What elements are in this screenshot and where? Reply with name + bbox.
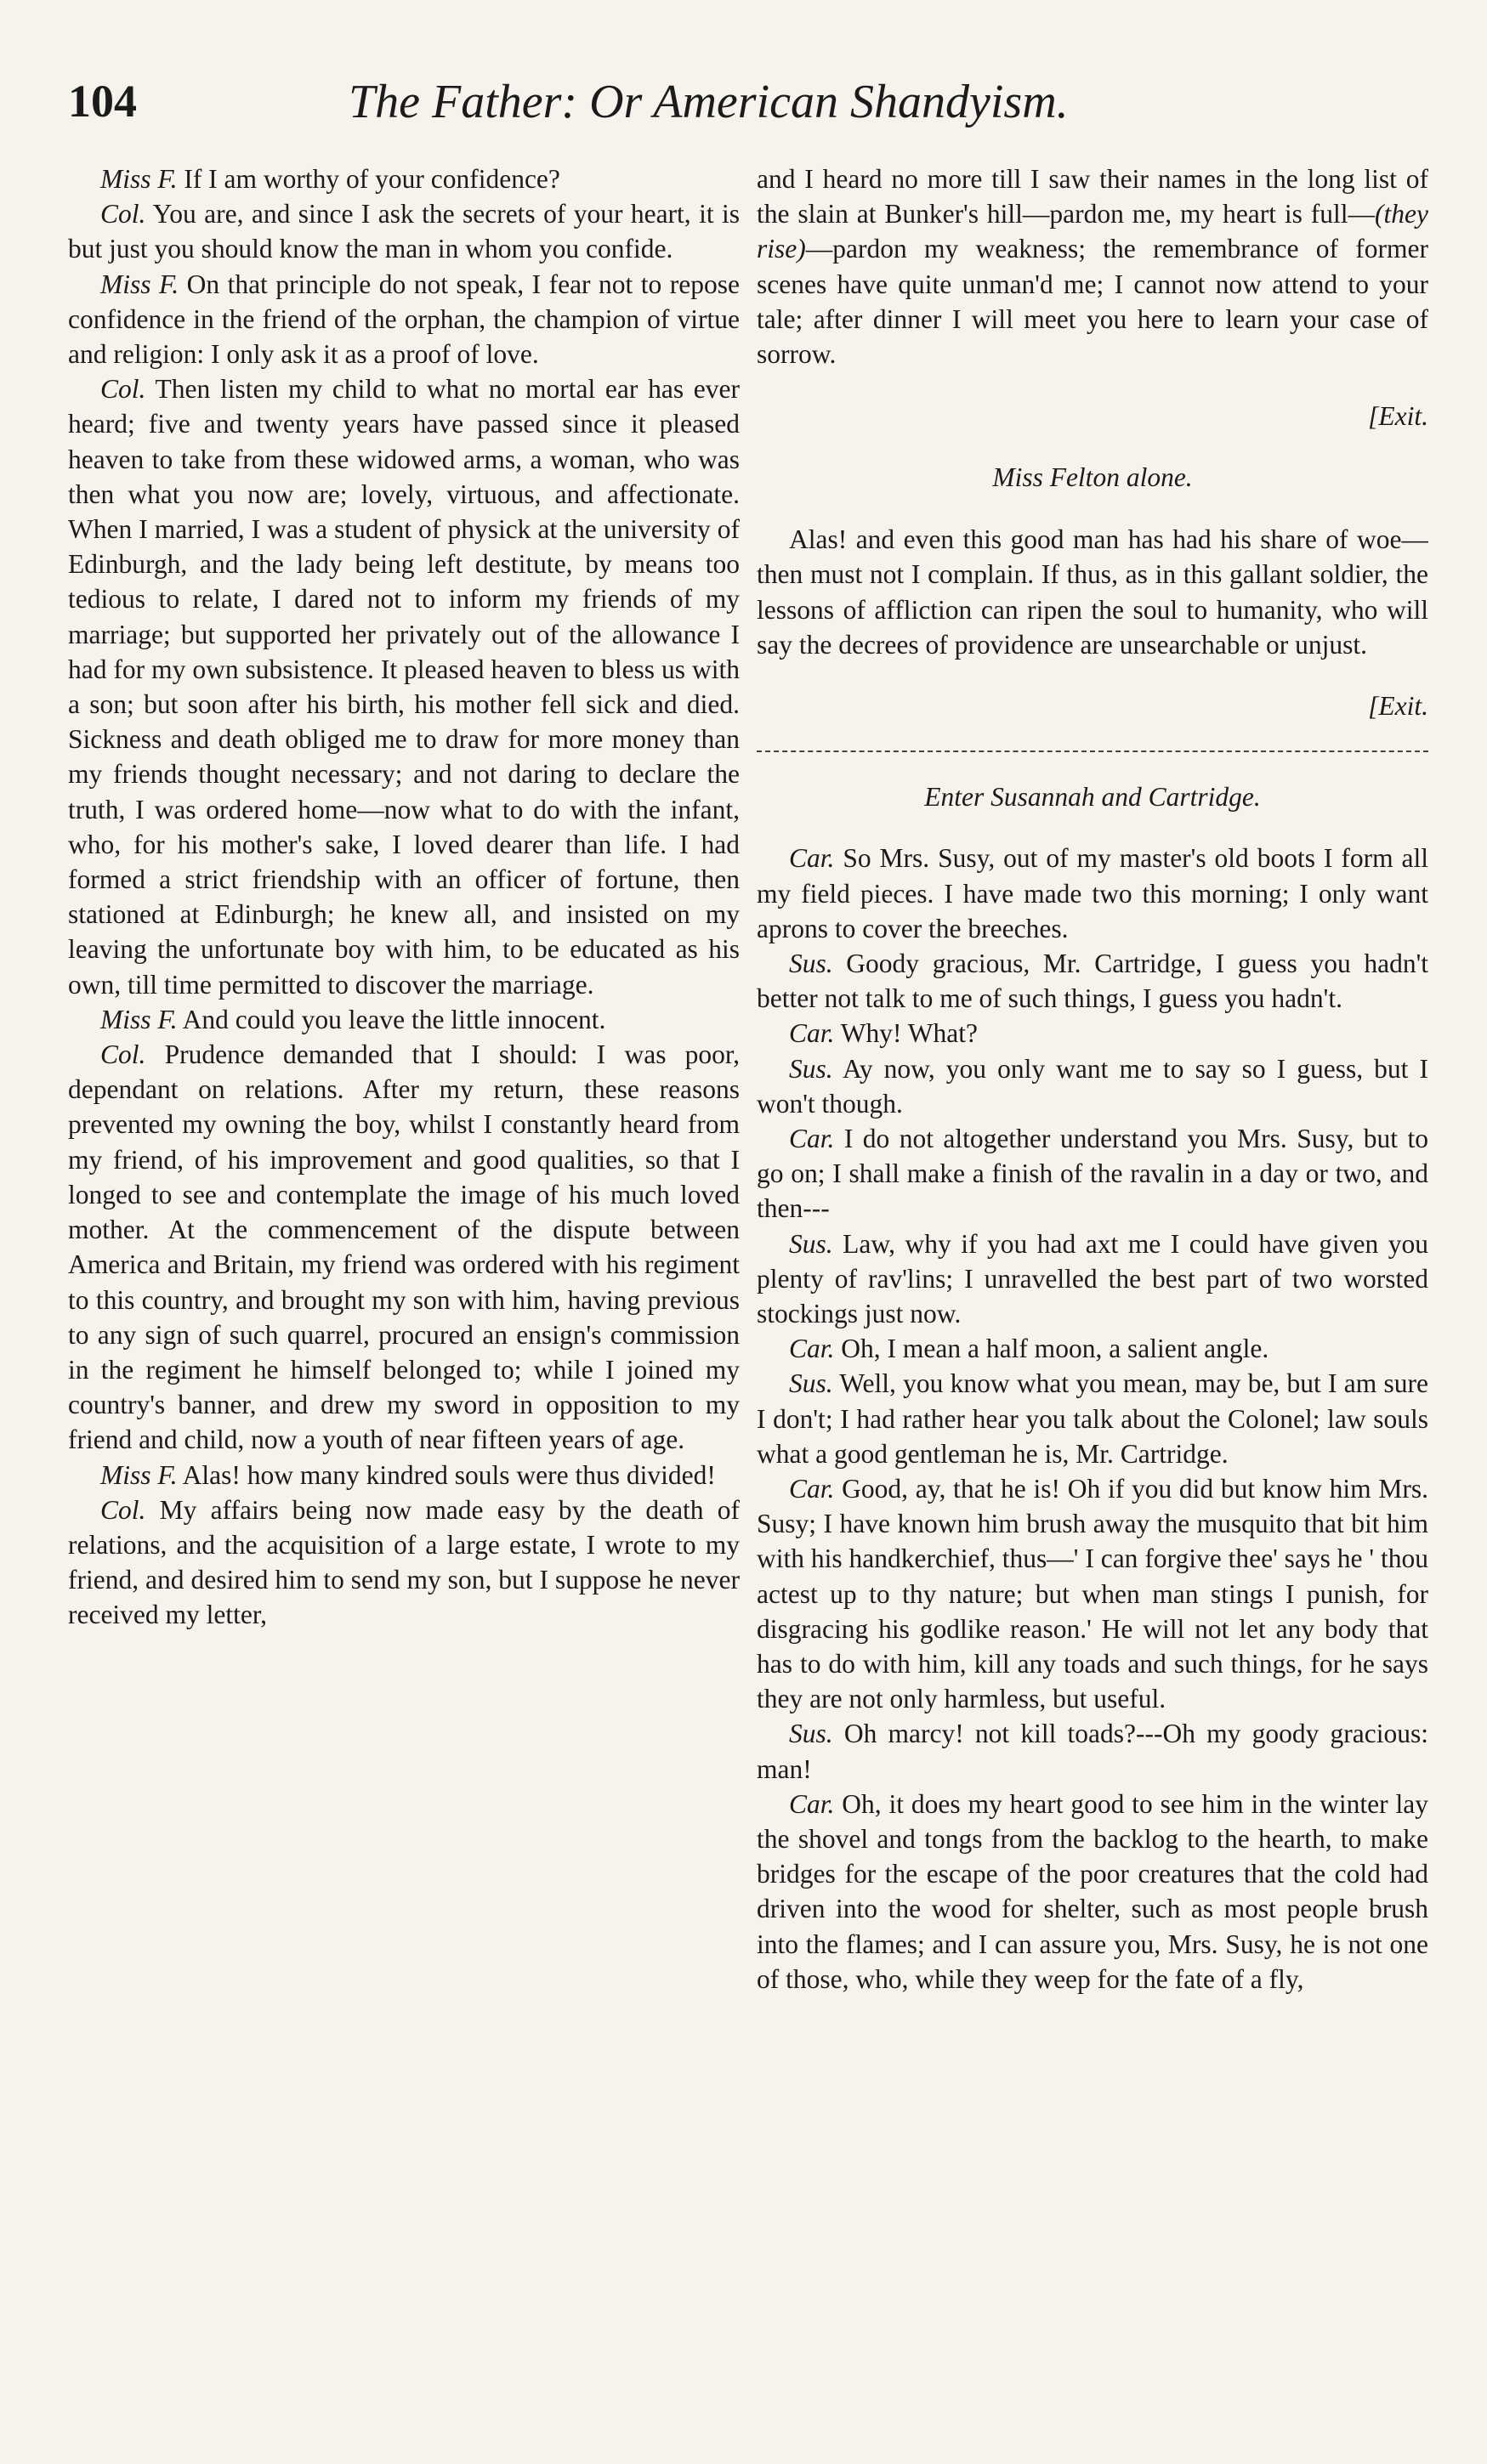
speaker-name: Col. [100, 1039, 146, 1070]
dialogue-paragraph [68, 1037, 740, 1457]
dialogue-text: On that principle do not speak, I fear not to repose confidence in the friend of the orphan, the champion of virtue and religion: I only ask it as a proof of love. [68, 269, 740, 370]
speaker-name: Sus. [789, 1053, 833, 1084]
dialogue-text: You are, and since I ask the secrets of your heart, it is but just you should know the man in whom you confide. [68, 199, 740, 264]
dialogue-text: So Mrs. Susy, out of my master's old boots I form all my field pieces. I have made two this morning; I only want aprons to cover the breeches. [757, 843, 1428, 943]
dialogue-paragraph [68, 161, 740, 196]
dialogue-text: Prudence demanded that I should: I was poor, dependant on relations. After my return, these reasons prevented my owning the boy, whilst I constantly heard from my friend, of his improvement and good qualities, so that I longed to see and contemplate the image of his much loved mother. At the commencement of the dispute between America and Britain, my friend was ordered with his regiment to this country, and brought my son with him, having previous to any sign of such quarrel, procured an ensign's commission in the regiment he himself belonged to; while I joined my country's banner, and drew my sword in opposition to my friend and child, now a youth of near fifteen years of age. [68, 1039, 740, 1455]
dialogue-text: Then listen my child to what no mortal ear has ever heard; five and twenty years have passed since it pleased heaven to take from these widowed arms, a woman, who was then what you now are; lovely, virtuous, and affectionate. When I married, I was a student of physick at the university of Edinburgh, and the lady being left destitute, by means too tedious to relate, I dared not to inform my friends of my marriage; but supported her privately out of the allowance I had for my own subsistence. It pleased heaven to bless us with a son; but soon after his birth, his mother fell sick and died. Sickness and death obliged me to draw for more money than my friends thought necessary; and not daring to declare the truth, I was ordered home—now what to do with the infant, who, for his mother's sake, I loved dearer than life. I had formed a strict friendship with an officer of fortune, then stationed at Edinburgh; he knew all, and insisted on my leaving the unfortunate boy with him, to be educated as his own, till time permitted to discover the marriage. [68, 374, 740, 1000]
scene-heading: Miss Felton alone. [992, 462, 1193, 493]
dialogue-paragraph [757, 1051, 1428, 1121]
speaker-name: Col. [100, 199, 146, 229]
speaker-name: Sus. [789, 948, 833, 978]
speaker-name: Car. [789, 1474, 835, 1504]
dialogue-paragraph [757, 1226, 1428, 1332]
dialogue-paragraph [68, 371, 740, 1002]
dialogue-paragraph [68, 267, 740, 372]
dialogue-text: Alas! how many kindred souls were thus divided! [182, 1459, 716, 1490]
dialogue-text: Goody gracious, Mr. Cartridge, I guess you hadn't better not talk to me of such things, I guess you hadn't. [757, 948, 1428, 1014]
dialogue-text: If I am worthy of your confidence? [184, 164, 560, 194]
speaker-name: Car. [789, 843, 835, 874]
speaker-name: Miss F. [100, 269, 179, 299]
dialogue-paragraph [757, 1716, 1428, 1786]
divider [757, 751, 1428, 752]
speaker-name: Col. [100, 1494, 146, 1525]
speaker-name: Sus. [789, 1368, 833, 1399]
dialogue-paragraph [757, 946, 1428, 1016]
speaker-name: Car. [789, 1123, 835, 1153]
dialogue-text: Oh, it does my heart good to see him in the winter lay the shovel and tongs from the backlog to the hearth, to make bridges for the escape of the poor creatures that the cold had driven into the wood for shelter, such as most people brush into the flames; and I can assure you, Mrs. Susy, he is not one of those, who, while they weep for the fate of a fly, [757, 1788, 1428, 1994]
dialogue-paragraph [757, 1471, 1428, 1716]
dialogue-text: And could you leave the little innocent. [182, 1004, 606, 1034]
dialogue-paragraph [757, 1366, 1428, 1471]
dialogue-text: Law, why if you had axt me I could have given you plenty of rav'lins; I unravelled the best part of two worsted stockings just now. [757, 1228, 1428, 1328]
exit-direction: [Exit. [1368, 400, 1428, 431]
dialogue-text: Ay now, you only want me to say so I guess, but I won't though. [757, 1053, 1428, 1119]
dialogue-paragraph [757, 1787, 1428, 1997]
speaker-name: Miss F. [100, 1004, 178, 1034]
right-column [757, 161, 1428, 2414]
page-number: 104 [68, 76, 137, 127]
speaker-name: Sus. [789, 1228, 833, 1259]
stage-direction: (they rise) [757, 199, 1428, 264]
dialogue-text: Oh marcy! not kill toads?---Oh my goody gracious: man! [757, 1719, 1428, 1784]
speaker-name: Car. [789, 1334, 835, 1364]
dialogue-text: Why! What? [840, 1018, 978, 1049]
dialogue-text: Well, you know what you mean, may be, but I am sure I don't; I had rather hear you talk about the Colonel; law souls what a good gentleman he is, Mr. Cartridge. [757, 1368, 1428, 1469]
dialogue-paragraph [757, 1016, 1428, 1051]
speaker-name: Miss F. [100, 164, 178, 194]
continuation-paragraph [757, 161, 1428, 371]
continuation-text: and I heard no more till I saw their names in the long list of the slain at Bunker's hill—pardon me, my heart is full— [757, 164, 1428, 229]
monologue-paragraph: Alas! and even this good man has had his share of woe—then must not I complain. If thus, as in this gallant soldier, the lessons of affliction can ripen the soul to humanity, who will say the decrees of providence are unsearchable or unjust. [757, 524, 1428, 660]
dialogue-text: I do not altogether understand you Mrs. Susy, but to go on; I shall make a finish of the ravalin in a day or two, and then--- [757, 1123, 1428, 1224]
speaker-name: Car. [789, 1788, 835, 1819]
dialogue-paragraph [68, 1002, 740, 1037]
dialogue-text: Good, ay, that he is! Oh if you did but know him Mrs. Susy; I have known him brush away the musquito that bit him with his handkerchief, thus—' I can forgive thee' says he ' thou actest up to thy nature; but when man stings I punish, for disgracing his godlike reason.' He will not let any body that has to do with him, kill any toads and such things, for he says they are not only harmless, but useful. [757, 1474, 1428, 1714]
speaker-name: Miss F. [100, 1459, 178, 1490]
left-column [68, 161, 740, 2414]
dialogue-text: My affairs being now made easy by the death of relations, and the acquisition of a large estate, I wrote to my friend, and desired him to send my son, but I suppose he never received my letter, [68, 1494, 740, 1630]
dialogue-paragraph [68, 1493, 740, 1633]
dialogue-paragraph [757, 1121, 1428, 1226]
speaker-name: Sus. [789, 1719, 833, 1749]
continuation-text: —pardon my weakness; the remembrance of former scenes have quite unman'd me; I cannot now attend to your tale; after dinner I will meet you here to learn your case of sorrow. [757, 234, 1428, 370]
speaker-name: Col. [100, 374, 146, 405]
running-title: The Father: Or American Shandyism. [349, 76, 1069, 128]
dialogue-paragraph [757, 841, 1428, 946]
dialogue-paragraph [757, 1331, 1428, 1366]
exit-direction: [Exit. [1368, 691, 1428, 722]
entrance-direction: Enter Susannah and Cartridge. [924, 781, 1261, 812]
page-header [68, 59, 1428, 144]
speaker-name: Car. [789, 1018, 835, 1049]
dialogue-paragraph [68, 1458, 740, 1493]
dialogue-text: Oh, I mean a half moon, a salient angle. [841, 1334, 1269, 1364]
dialogue-paragraph [68, 196, 740, 266]
